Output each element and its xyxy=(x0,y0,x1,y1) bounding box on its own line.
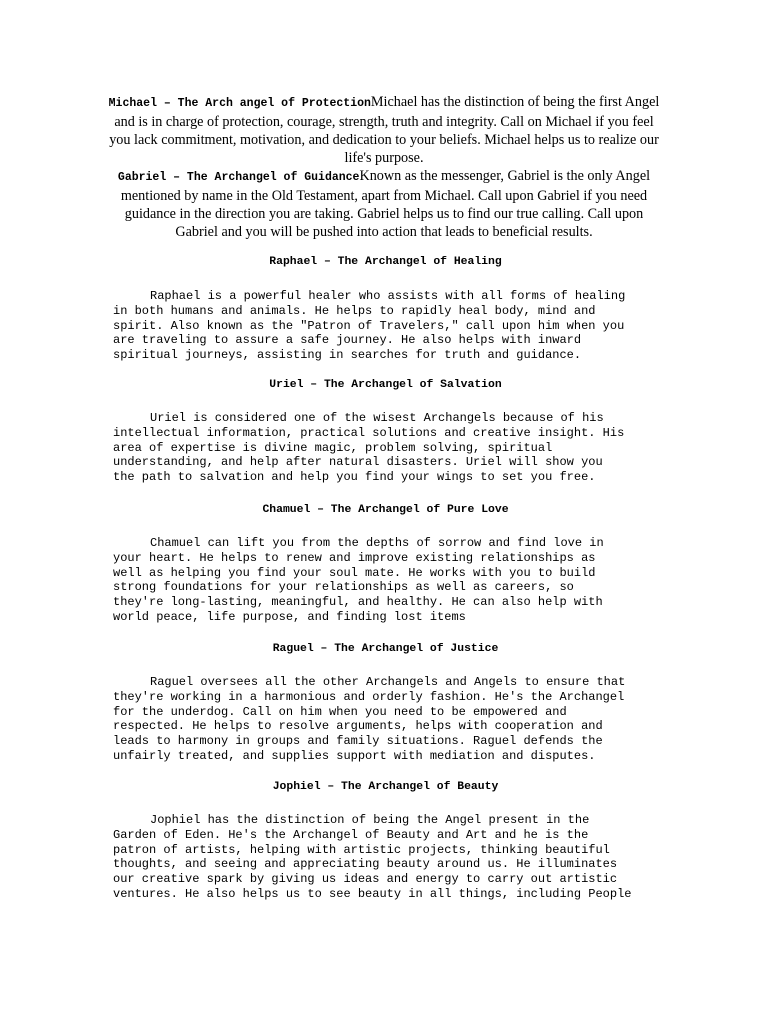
section-heading: Chamuel – The Archangel of Pure Love xyxy=(262,504,509,516)
intro-block xyxy=(108,93,660,241)
michael-paragraph xyxy=(108,93,660,167)
section-heading: Raphael – The Archangel of Healing xyxy=(269,256,502,268)
text-line: leads to harmony in groups and family situations. Raguel defends the xyxy=(113,734,603,749)
section-jophiel xyxy=(113,780,658,902)
gabriel-paragraph xyxy=(108,167,660,241)
section-heading: Raguel – The Archangel of Justice xyxy=(272,643,499,655)
text-line: they're long-lasting, meaningful, and healthy. He can also help with xyxy=(113,595,603,610)
text-line: intellectual information, practical solutions and creative insight. His xyxy=(113,425,625,440)
text-line: your heart. He helps to renew and improve existing relationships as xyxy=(113,550,596,565)
text-line: Chamuel can lift you from the depths of sorrow and find love in xyxy=(150,536,604,550)
section-raphael xyxy=(113,255,658,363)
text-line: Jophiel has the distinction of being the Angel present in the xyxy=(150,813,590,827)
section-body xyxy=(113,813,658,902)
text-line: Garden of Eden. He's the Archangel of Beauty and Art and he is the xyxy=(113,827,589,842)
text-line: they're working in a harmonious and orderly fashion. He's the Archangel xyxy=(113,689,625,704)
text-line: the path to salvation and help you find your wings to set you free. xyxy=(113,470,596,485)
section-heading: Jophiel – The Archangel of Beauty xyxy=(272,781,499,793)
text-line: unfairly treated, and supplies support with mediation and disputes. xyxy=(113,748,596,763)
text-line: respected. He helps to resolve arguments, helps with cooperation and xyxy=(113,719,603,734)
text-line: world peace, life purpose, and finding lost items xyxy=(113,609,466,624)
section-raguel xyxy=(113,642,658,764)
text-line: well as helping you find your soul mate. He works with you to build xyxy=(113,565,596,580)
text-line: ventures. He also helps us to see beauty in all things, including People xyxy=(113,886,632,901)
text-line: thoughts, and seeing and appreciating beauty around us. He illuminates xyxy=(113,857,618,872)
text-line: spirit. Also known as the "Patron of Travelers," call upon him when you xyxy=(113,318,625,333)
text-line: Raphael is a powerful healer who assists with all forms of healing xyxy=(150,289,626,303)
section-heading: Uriel – The Archangel of Salvation xyxy=(269,379,502,391)
text-line: spiritual journeys, assisting in searches for truth and guidance. xyxy=(113,348,582,363)
text-line: our creative spark by giving us ideas and energy to carry out artistic xyxy=(113,872,618,887)
text-line: patron of artists, helping with artistic projects, thinking beautiful xyxy=(113,842,610,857)
gabriel-text: Known as the messenger, Gabriel is the only Angel mentioned by name in the Old Testament, apart from Michael. Call upon Gabriel if you need guidance in the direction you are taking. Gabriel helps us to find our true calling. Call upon Gabriel and you will be pushed into action that leads to beneficial results. xyxy=(120,168,651,240)
section-body xyxy=(113,536,658,625)
text-line: understanding, and help after natural disasters. Uriel will show you xyxy=(113,455,603,470)
section-chamuel xyxy=(113,503,658,625)
text-line: for the underdog. Call on him when you need to be empowered and xyxy=(113,704,567,719)
text-line: strong foundations for your relationships as well as careers, so xyxy=(113,580,574,595)
gabriel-heading: Gabriel – The Archangel of Guidance xyxy=(117,171,360,184)
text-line: area of expertise is divine magic, problem solving, spiritual xyxy=(113,440,553,455)
section-body xyxy=(113,411,658,485)
section-body xyxy=(113,289,658,363)
text-line: are traveling to assure a safe journey. He also helps with inward xyxy=(113,333,582,348)
michael-heading: Michael – The Arch angel of Protection xyxy=(108,97,371,110)
text-line: Raguel oversees all the other Archangels and Angels to ensure that xyxy=(150,675,626,689)
text-line: in both humans and animals. He helps to rapidly heal body, mind and xyxy=(113,303,596,318)
section-uriel xyxy=(113,378,658,485)
text-line: Uriel is considered one of the wisest Archangels because of his xyxy=(150,411,604,425)
section-body xyxy=(113,675,658,764)
michael-text: Michael has the distinction of being the first Angel and is in charge of protection, courage, strength, truth and integrity. Call on Michael if you feel you lack commitment, motivation, and dedication to your beliefs. Michael helps us to realize our life's purpose. xyxy=(109,94,660,166)
